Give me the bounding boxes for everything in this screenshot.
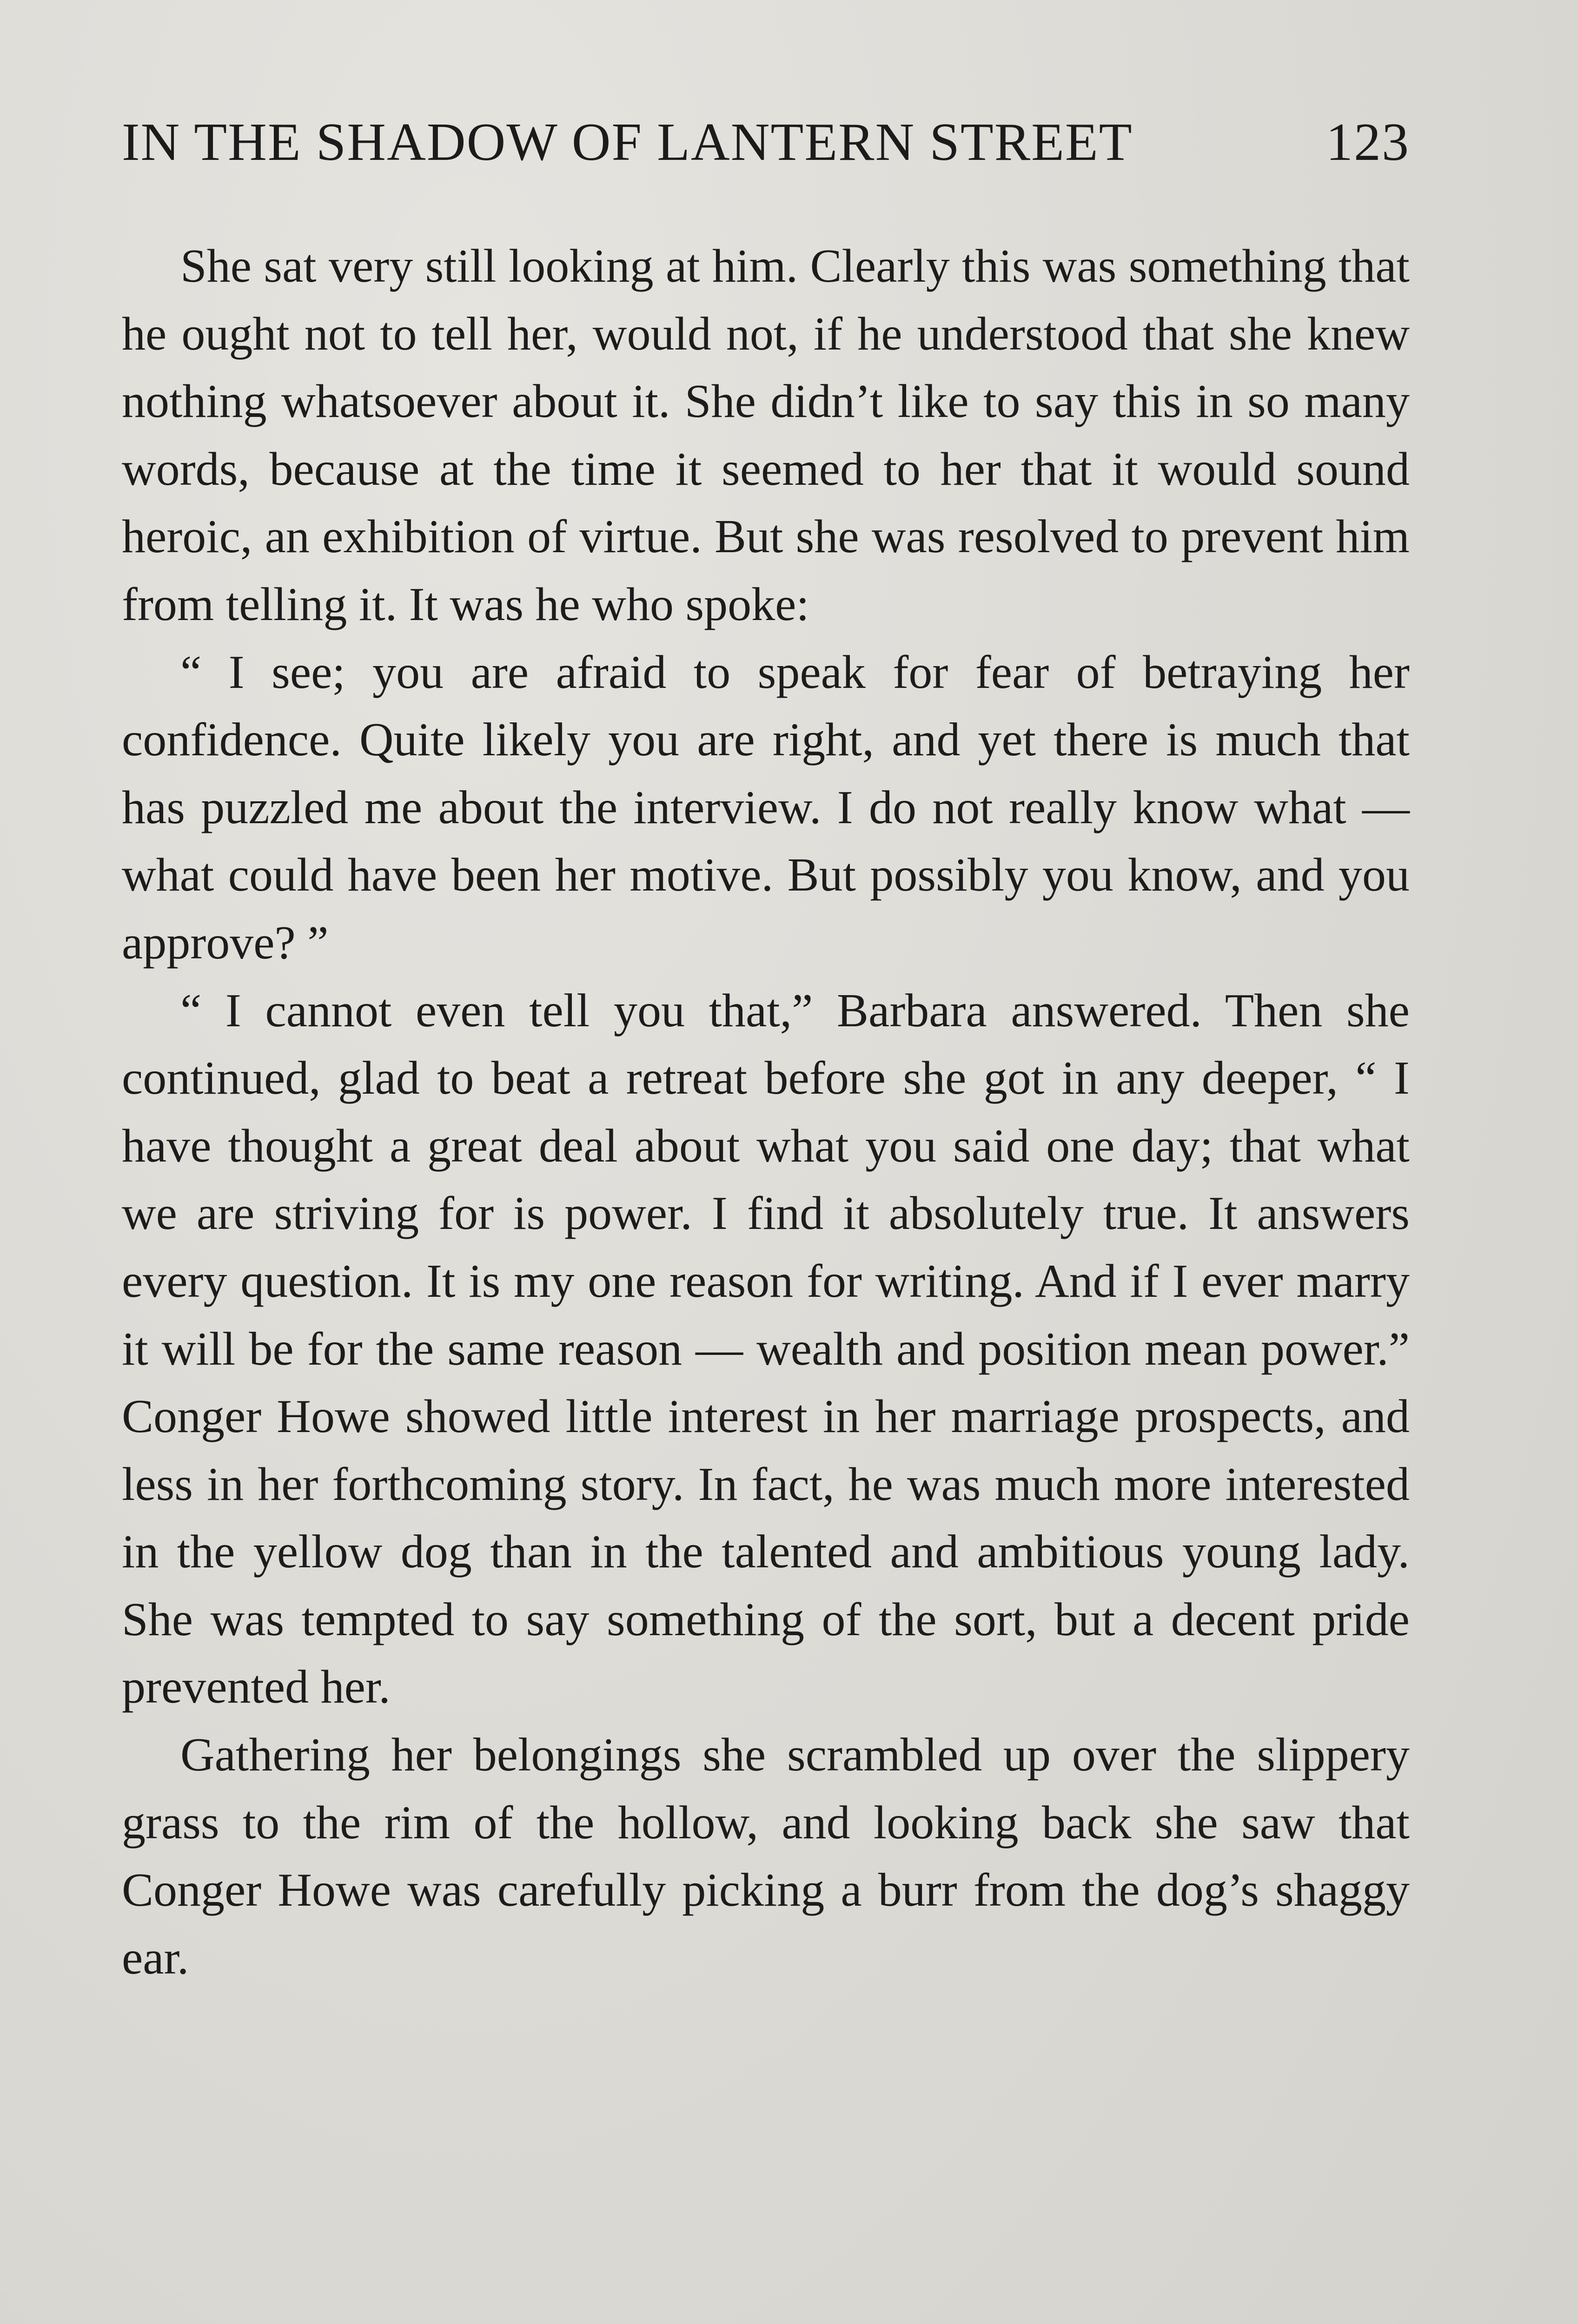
running-title: IN THE SHADOW OF LANTERN STREET xyxy=(122,112,1133,172)
page-number: 123 xyxy=(1326,112,1410,172)
paragraph-3: “ I cannot even tell you that,” Barbara answered. Then she continued, glad to beat a retreat before she got in any deeper, “ I have thought a great deal about what you said one day; that what we are striving for is power. I find it absolutely true. It answers every question. It is my one reason for writing. And if I ever marry it will be for the same reason — wealth and position mean power.” Conger Howe showed little interest in her marriage prospects, and less in her forthcoming story. In fact, he was much more interested in the yellow dog than in the talented and ambitious young lady. She was tempted to say something of the sort, but a decent pride prevented her. xyxy=(122,984,1410,1714)
paragraph-2: “ I see; you are afraid to speak for fear of betraying her confidence. Quite likely you are right, and yet there is much that has puzzled me about the interview. I do not really know what — what could have been her motive. But possibly you know, and you approve? ” xyxy=(122,646,1410,969)
body-text xyxy=(122,232,1410,1992)
paragraph-4: Gathering her belongings she scrambled up over the slippery grass to the rim of the hollow, and looking back she saw that Conger Howe was carefully picking a burr from the dog’s shaggy ear. xyxy=(122,1729,1410,1984)
running-head xyxy=(122,112,1410,177)
paragraph-1: She sat very still looking at him. Clearly this was something that he ought not to tell her, would not, if he understood that she knew nothing whatsoever about it. She didn’t like to say this in so many words, because at the time it seemed to her that it would sound heroic, an exhibition of virtue. But she was resolved to prevent him from telling it. It was he who spoke: xyxy=(122,240,1410,631)
